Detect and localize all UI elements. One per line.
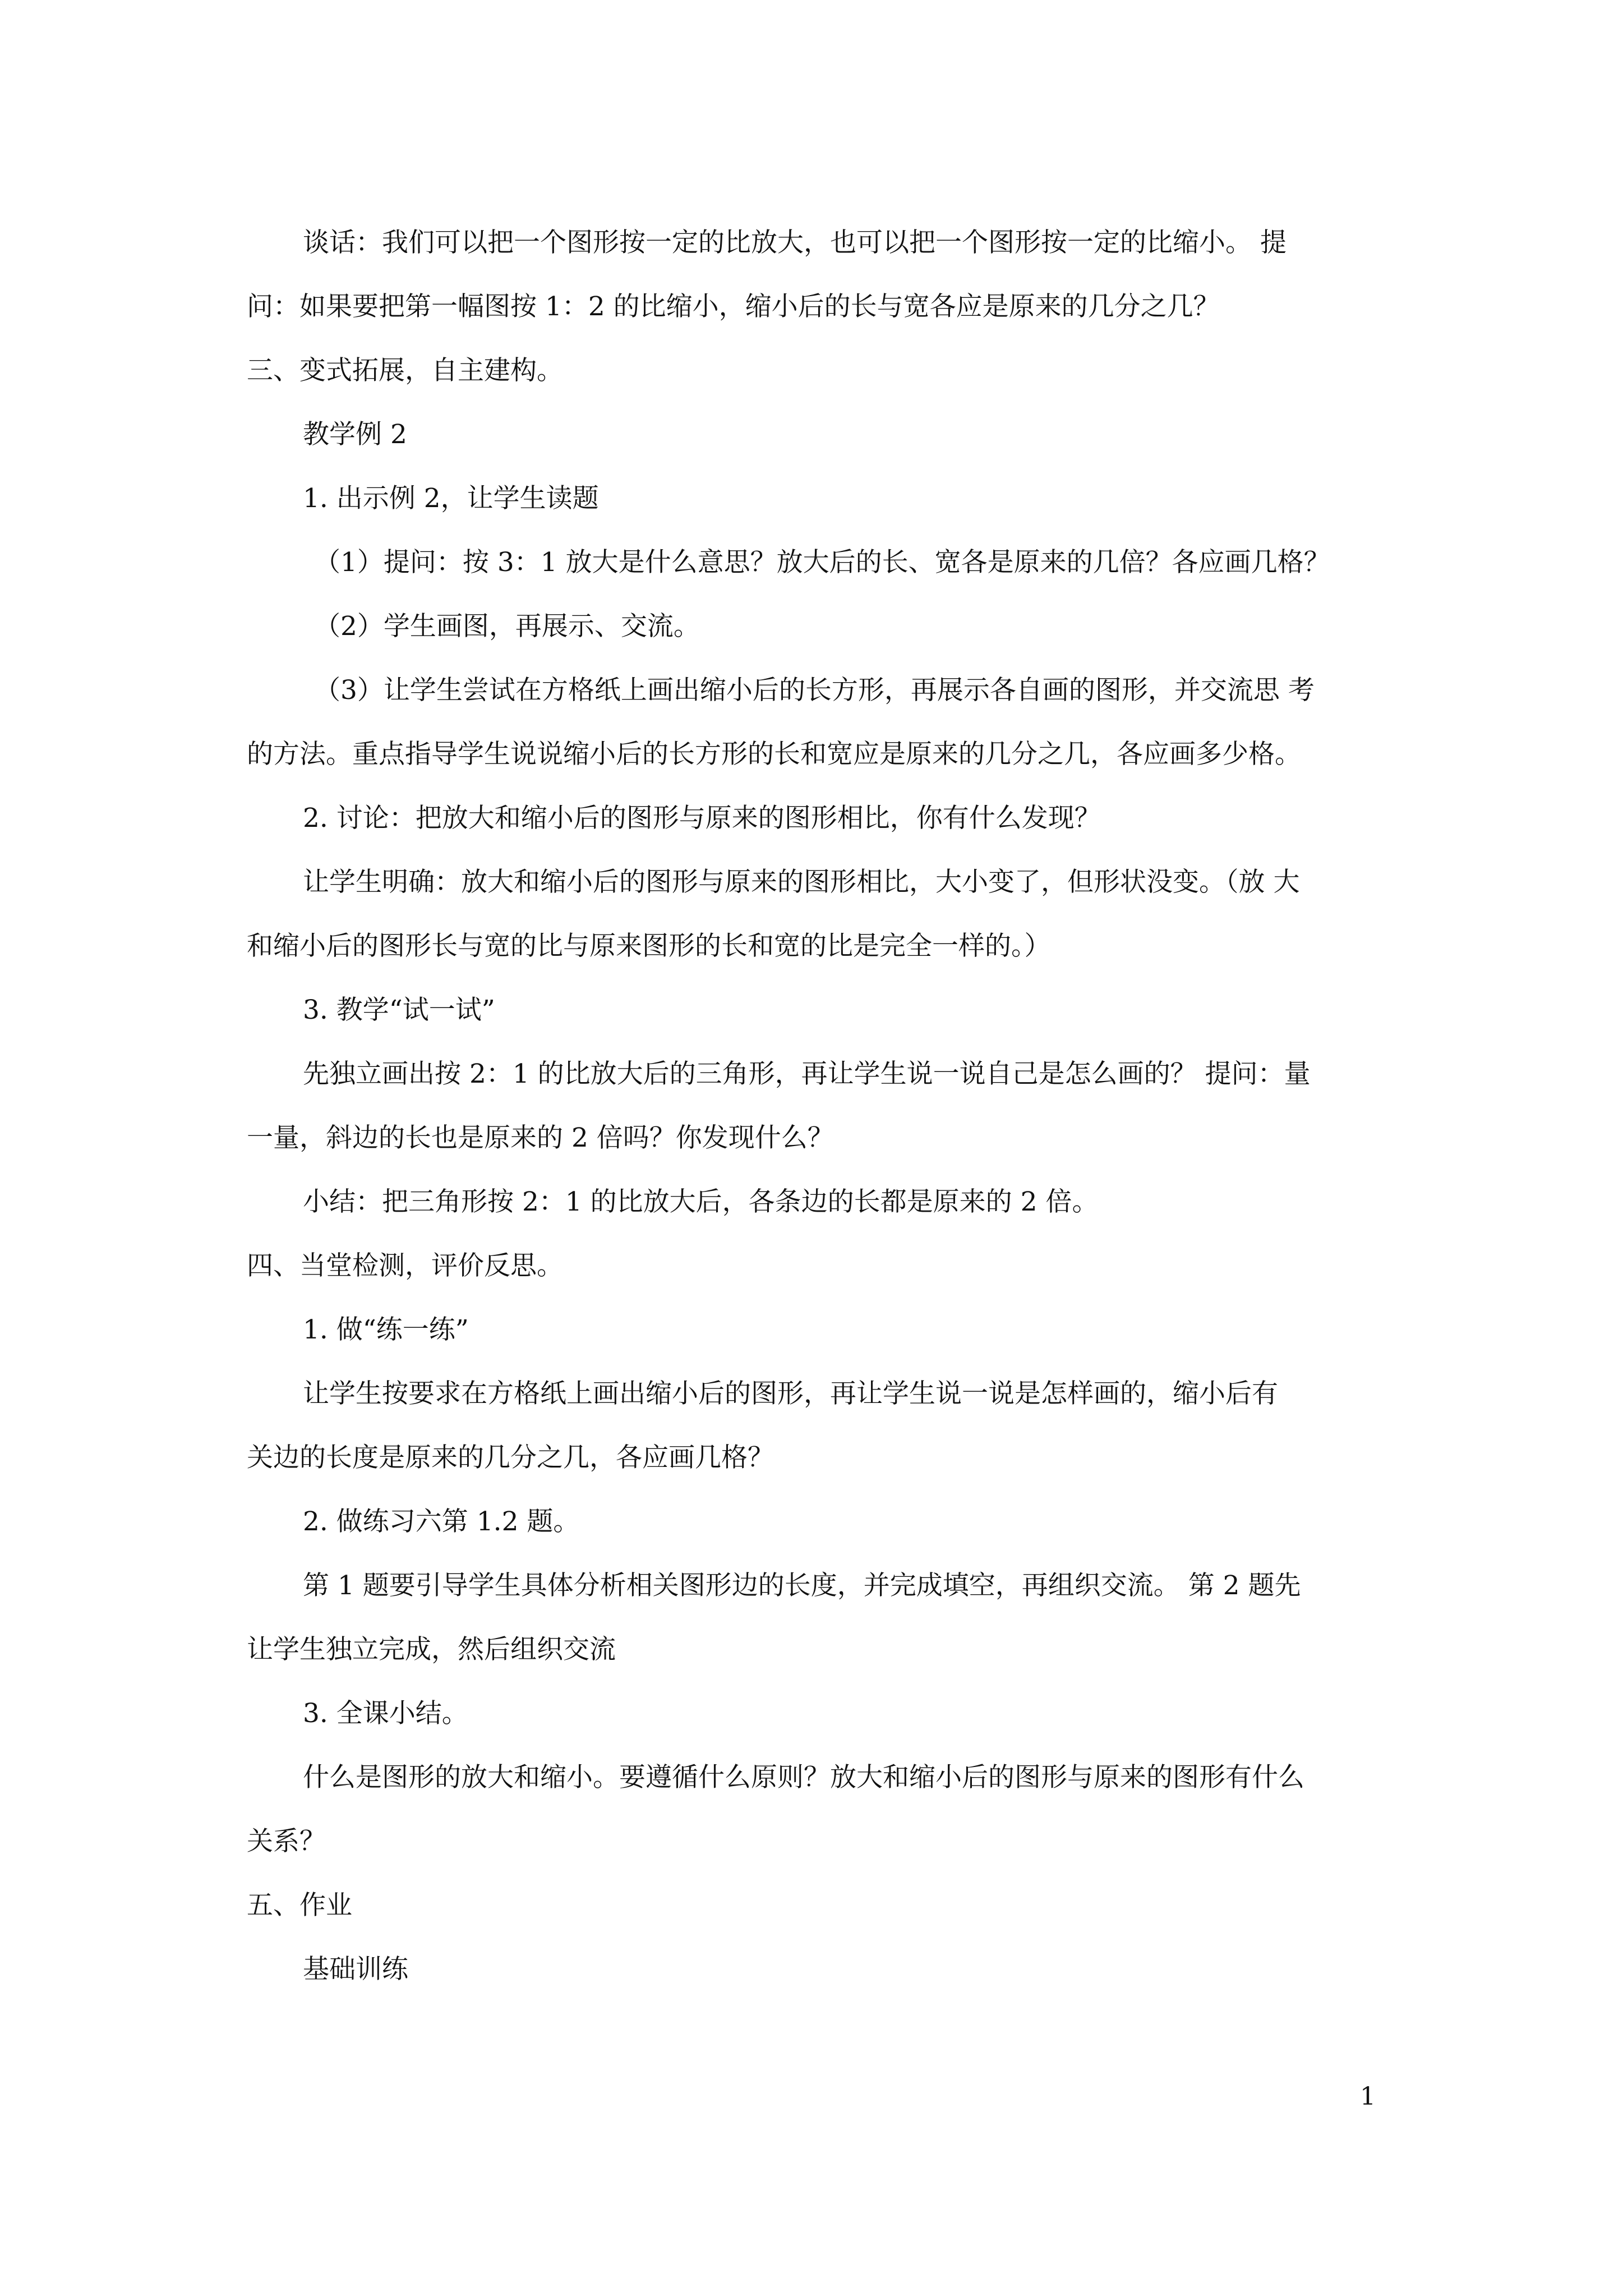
- text-line: 基础训练: [303, 1954, 408, 1985]
- text-line: 问：如果要把第一幅图按 1：2 的比缩小，缩小后的长与宽各应是原来的几分之几？: [247, 291, 1220, 322]
- text-line: （3）让学生尝试在方格纸上画出缩小后的长方形，再展示各自画的图形，并交流思 考: [314, 675, 1315, 706]
- text-line: 让学生明确：放大和缩小后的图形与原来的图形相比，大小变了，但形状没变。（放 大: [303, 867, 1300, 898]
- text-line: 让学生按要求在方格纸上画出缩小后的图形，再让学生说一说是怎样画的，缩小后有: [303, 1378, 1278, 1409]
- text-line: 第 1 题要引导学生具体分析相关图形边的长度，并完成填空，再组织交流。 第 2 题先: [303, 1570, 1301, 1601]
- text-line: 关边的长度是原来的几分之几，各应画几格？: [247, 1442, 774, 1473]
- text-line: 2. 讨论：把放大和缩小后的图形与原来的图形相比，你有什么发现？: [303, 803, 1101, 834]
- text-line: 的方法。重点指导学生说说缩小后的长方形的长和宽应是原来的几分之几，各应画多少格。: [247, 739, 1301, 770]
- text-line: 和缩小后的图形长与宽的比与原来图形的长和宽的比是完全一样的。）: [247, 931, 1051, 961]
- page-number: 1: [1360, 2082, 1376, 2111]
- text-line: 3. 全课小结。: [303, 1698, 468, 1729]
- text-line: 1. 做“练一练”: [303, 1314, 469, 1345]
- text-line: （2）学生画图，再展示、交流。: [314, 611, 700, 642]
- text-line: 关系？: [247, 1826, 326, 1857]
- text-line: （1）提问：按 3：1 放大是什么意思？放大后的长、宽各是原来的几倍？各应画几格？: [314, 547, 1330, 578]
- section-heading: 四、当堂检测，评价反思。: [247, 1250, 563, 1281]
- text-line: 让学生独立完成，然后组织交流: [247, 1634, 616, 1665]
- text-line: 小结：把三角形按 2：1 的比放大后，各条边的长都是原来的 2 倍。: [303, 1186, 1099, 1217]
- text-line: 什么是图形的放大和缩小。要遵循什么原则？放大和缩小后的图形与原来的图形有什么: [303, 1762, 1304, 1793]
- text-line: 教学例 2: [303, 419, 407, 450]
- text-line: 一量，斜边的长也是原来的 2 倍吗？你发现什么？: [247, 1122, 834, 1153]
- section-heading: 五、作业: [247, 1890, 352, 1921]
- text-line: 3. 教学“试一试”: [303, 995, 495, 1025]
- text-line: 2. 做练习六第 1.2 题。: [303, 1506, 580, 1537]
- text-line: 1. 出示例 2，让学生读题: [303, 483, 599, 514]
- section-heading: 三、变式拓展，自主建构。: [247, 355, 563, 386]
- text-line: 先独立画出按 2：1 的比放大后的三角形，再让学生说一说自己是怎么画的？ 提问：量: [303, 1059, 1311, 1089]
- text-line: 谈话：我们可以把一个图形按一定的比放大，也可以把一个图形按一定的比缩小。 提: [303, 227, 1287, 258]
